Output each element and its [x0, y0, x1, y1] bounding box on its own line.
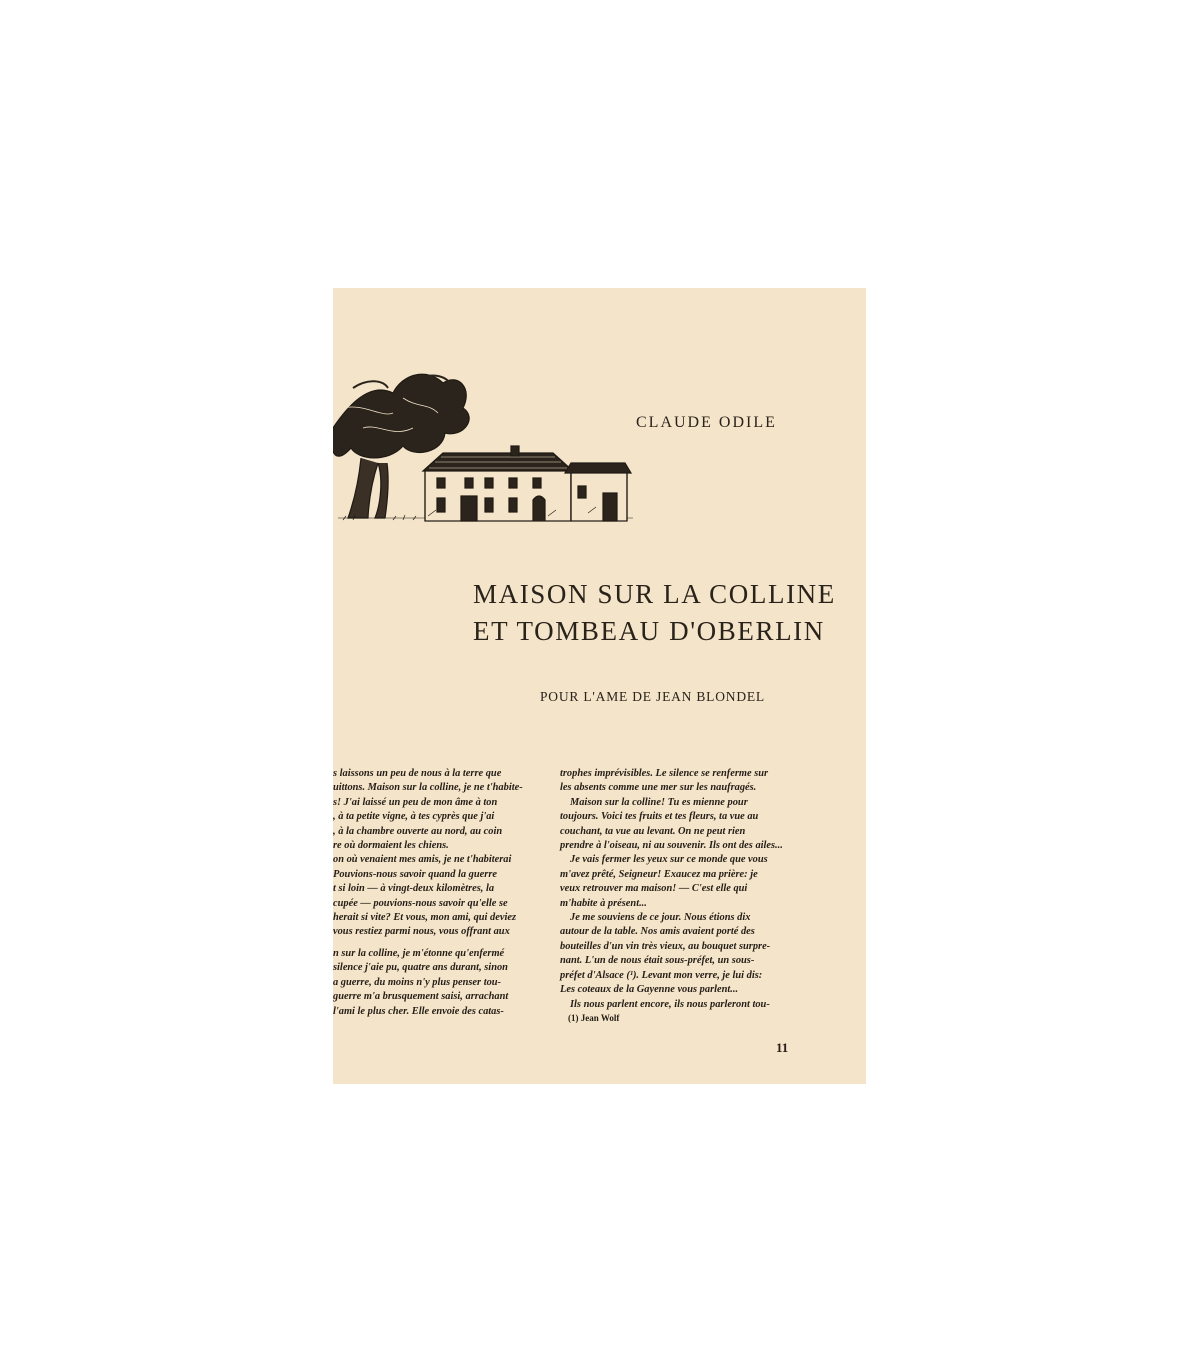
title-line-2: ET TOMBEAU D'OBERLIN	[473, 616, 825, 646]
text-line: Pouvions-nous savoir quand la guerre	[333, 868, 497, 880]
text-line: t si loin — à vingt-deux kilomètres, la	[333, 883, 495, 895]
text-line: on où venaient mes amis, je ne t'habiterai	[333, 854, 512, 866]
text-column-left	[333, 767, 543, 1019]
text-line: s laissons un peu de nous à la terre que	[333, 768, 502, 779]
title-line-1: MAISON SUR LA COLLINE	[473, 579, 836, 609]
text-line: n sur la colline, je m'étonne qu'enfermé	[333, 947, 505, 959]
text-line: couchant, ta vue au levant. On ne peut rien	[560, 825, 746, 837]
text-line: , à ta petite vigne, à tes cyprès que j'ai	[333, 811, 495, 823]
text-line: Je me souviens de ce jour. Nous étions dix	[570, 912, 751, 924]
text-column-right	[560, 767, 805, 1025]
text-line: l'ami le plus cher. Elle envoie des catas-	[333, 1005, 504, 1017]
text-line: Les coteaux de la Gayenne vous parlent...	[560, 984, 739, 996]
author-name: CLAUDE ODILE	[636, 414, 777, 431]
text-line: Je vais fermer les yeux sur ce monde que vous	[570, 854, 768, 866]
text-line: s! J'ai laissé un peu de mon âme à ton	[333, 796, 498, 808]
text-line: cupée — pouvions-nous savoir qu'elle se	[333, 897, 508, 909]
text-line: autour de la table. Nos amis avaient porté des	[560, 926, 755, 938]
text-line: nant. L'un de nous était sous-préfet, un sous-	[560, 955, 755, 967]
page-number: 11	[776, 1040, 789, 1055]
text-line: uittons. Maison sur la colline, je ne t'habite-	[333, 782, 523, 794]
text-line: m'habite à présent...	[560, 897, 647, 909]
text-line: les absents comme une mer sur les naufragés.	[560, 782, 757, 794]
dedication: POUR L'AME DE JEAN BLONDEL	[540, 689, 765, 704]
text-line: préfet d'Alsace (¹). Levant mon verre, je lui dis:	[560, 969, 763, 981]
text-line: vous restiez parmi nous, vous offrant aux	[333, 926, 510, 938]
text-line: , à la chambre ouverte au nord, au coin	[333, 825, 503, 837]
text-line: toujours. Voici tes fruits et tes fleurs, ta vue au	[560, 811, 759, 823]
book-page	[333, 288, 866, 1084]
text-line: herait si vite? Et vous, mon ami, qui deviez	[333, 912, 516, 924]
text-line: re où dormaient les chiens.	[333, 840, 449, 852]
footnote: (1) Jean Wolf	[568, 1012, 620, 1023]
text-line: trophes imprévisibles. Le silence se renferme sur	[560, 768, 769, 779]
text-line: silence j'aie pu, quatre ans durant, sinon	[333, 962, 508, 974]
house-and-tree-illustration	[333, 368, 633, 538]
article-title	[473, 576, 836, 650]
text-line: m'avez prêté, Seigneur! Exaucez ma prière: je	[560, 868, 758, 880]
text-line: prendre à l'oiseau, ni au souvenir. Ils ont des ailes...	[560, 840, 783, 852]
text-line: bouteilles d'un vin très vieux, au bouquet surpre-	[560, 940, 771, 952]
text-line: Ils nous parlent encore, ils nous parleront tou-	[570, 998, 770, 1010]
text-line: veux retrouver ma maison! — C'est elle qui	[560, 883, 748, 895]
text-line: guerre m'a brusquement saisi, arrachant	[333, 991, 509, 1003]
text-line: Maison sur la colline! Tu es mienne pour	[570, 796, 748, 808]
text-line: a guerre, du moins n'y plus penser tou-	[333, 976, 502, 988]
